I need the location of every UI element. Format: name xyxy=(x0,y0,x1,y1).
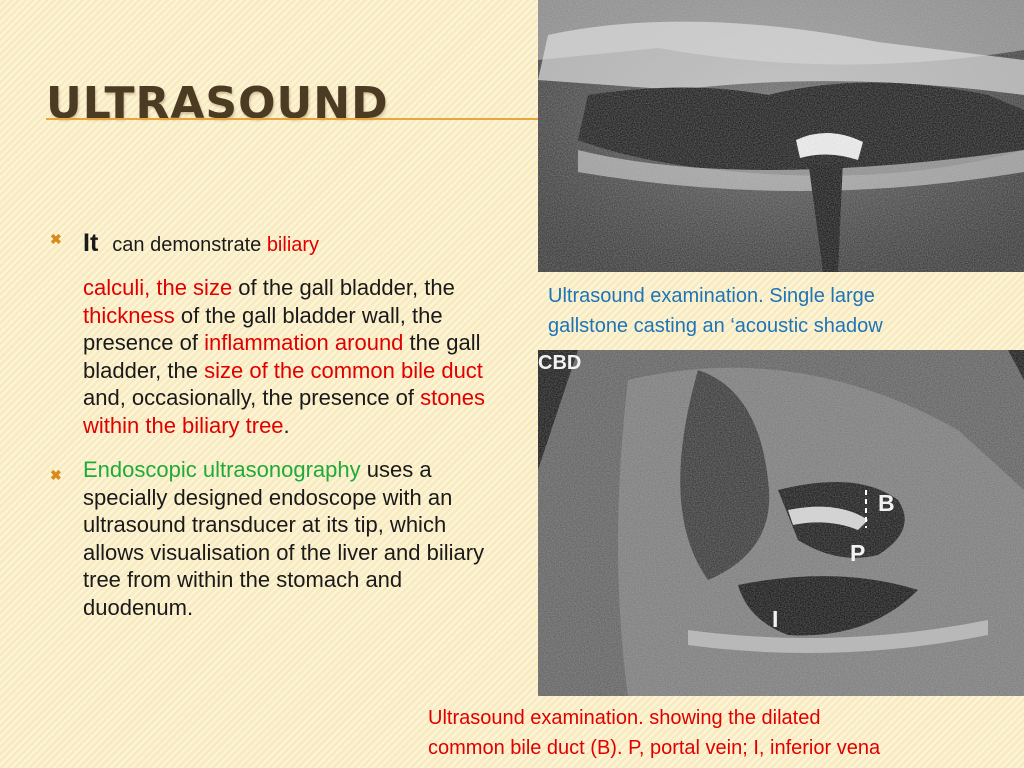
label-cbd: CBD xyxy=(538,352,582,374)
highlight-biliary: biliary xyxy=(266,234,320,256)
bullet-lead-word: It xyxy=(83,229,99,257)
text-period: . xyxy=(283,412,290,438)
highlight-stones: stones within the biliary tree xyxy=(83,385,485,438)
text-gall-bladder-2: the gall bladder, the xyxy=(83,330,481,383)
text-occasionally: and, occasionally, the presence of xyxy=(83,385,421,410)
highlight-inflammation: inflammation around xyxy=(204,330,404,355)
label-b: B xyxy=(878,490,895,516)
bullet-first-line xyxy=(83,228,505,260)
bullet-list xyxy=(50,228,505,621)
slide-title: ULTRASOUND xyxy=(46,78,389,129)
gallstone-image-caption: Ultrasound examination. Single large gallstone casting an ‘acoustic shadow xyxy=(548,285,883,337)
highlight-bile-duct: size of the common bile duct xyxy=(204,357,483,383)
bile-duct-scan-graphic xyxy=(538,350,1024,696)
bile-duct-image-caption: Ultrasound examination. showing the dilated common bile duct (B). P, portal vein; I, inferior vena xyxy=(428,707,881,759)
text-endoscope-description: uses a specially designed endoscope with an ultrasound transducer at its tip, which allows visualisation of the liver and biliary tree from within the stomach and duodenum. xyxy=(83,457,485,620)
gallstone-scan-graphic xyxy=(538,0,1024,272)
label-i: I xyxy=(772,606,779,632)
title-underline xyxy=(46,118,540,120)
ultrasound-gallstone-image xyxy=(538,0,1024,272)
highlight-endoscopic: Endoscopic ultrasonography xyxy=(83,457,361,482)
cross-bullet-icon: ✖ xyxy=(50,231,62,247)
bullet-intro-text: can demonstrate xyxy=(112,234,267,256)
text-gall-bladder-1: of the gall bladder, the xyxy=(232,275,455,300)
text-gall-bladder-wall: of the gall bladder wall, the presence of xyxy=(83,302,443,355)
highlight-thickness: thickness xyxy=(83,302,175,328)
cross-bullet-icon: ✖ xyxy=(50,467,62,483)
bullet-body-text xyxy=(83,274,505,439)
bullet-endoscopic-ultrasonography xyxy=(50,456,505,621)
ultrasound-bile-duct-image xyxy=(538,350,1024,696)
bullet-ultrasound-capabilities xyxy=(50,228,505,439)
highlight-calculi-size: calculi, the size xyxy=(83,275,233,300)
label-p: P xyxy=(850,540,866,566)
